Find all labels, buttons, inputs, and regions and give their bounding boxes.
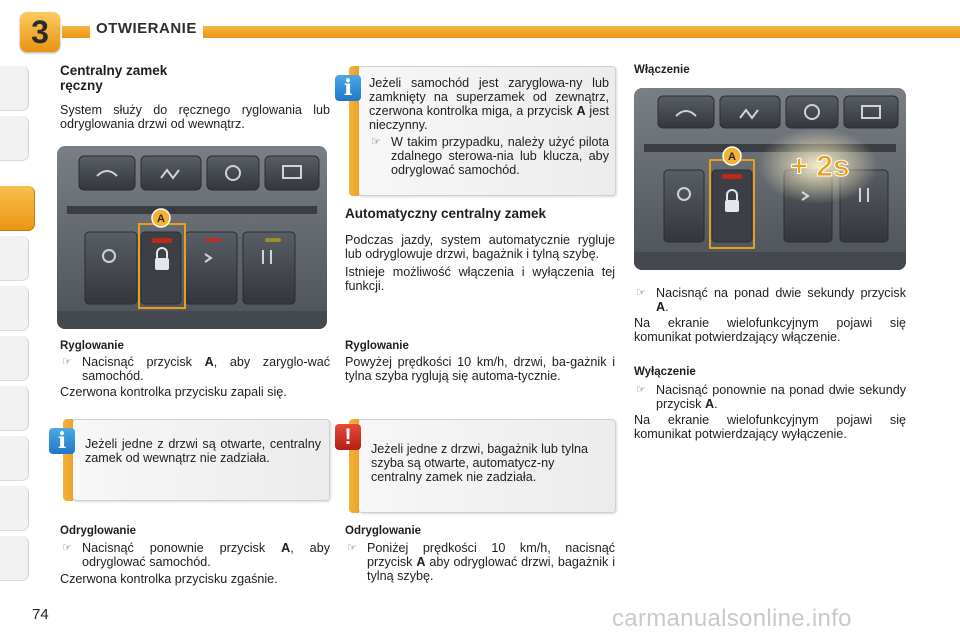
- disable-block: [634, 365, 906, 441]
- button-a-key: A: [704, 397, 715, 411]
- disable-bullet: [634, 383, 906, 411]
- section-heading-line1: Centralny zamek: [60, 63, 168, 78]
- chapter-tab-10[interactable]: [0, 536, 29, 581]
- unlocking-bullet: [60, 541, 330, 569]
- warning-icon: !: [335, 424, 361, 450]
- pointing-finger-icon: ☞: [636, 384, 646, 396]
- hold-2s-overlay: + 2s: [790, 150, 850, 183]
- switch-panel-illustration: [634, 88, 906, 270]
- auto-lock-section: [345, 206, 615, 293]
- unlocking-bullet: [345, 541, 615, 583]
- button-a-callout: A: [157, 213, 165, 225]
- info-icon: i: [335, 75, 361, 101]
- locking-result: Czerwona kontrolka przycisku zapali się.: [60, 385, 287, 399]
- page-number: 74: [32, 606, 49, 623]
- chapter-tab-2[interactable]: [0, 116, 29, 161]
- info-note-text: Jeżeli samochód jest zaryglowa-ny lub zamknięty na superzamek od zewnątrz, czerwona kontrolka miga, a przycisk: [369, 76, 609, 118]
- chapter-tab-9[interactable]: [0, 486, 29, 531]
- section-heading-line2: ręczny: [60, 78, 103, 93]
- auto-unlocking-block: [345, 524, 615, 583]
- warning-note-doors-open: [344, 419, 616, 513]
- section-intro: System służy do ręcznego ryglowania lub odryglowania drzwi od wewnątrz.: [60, 103, 330, 131]
- info-note-text: Jeżeli jedne z drzwi są otwarte, centralny zamek od wewnątrz nie zadziała.: [85, 437, 321, 465]
- disable-bullet-text: Nacisnąć ponownie na ponad dwie sekundy przycisk: [656, 383, 906, 411]
- chapter-tab-strip: [0, 0, 30, 640]
- disable-result: Na ekranie wielofunkcyjnym pojawi się komunikat potwierdzający wyłączenie.: [634, 413, 906, 441]
- locking-text: Powyżej prędkości 10 km/h, drzwi, ba-gażnik i tylna szyba ryglują się automa-tycznie.: [345, 355, 615, 383]
- enable-block-heading: [634, 63, 906, 77]
- warning-note-text: Jeżeli jedne z drzwi, bagażnik lub tylna szyba są otwarte, automatycz-ny centralny zamek nie zadziała.: [371, 442, 589, 484]
- manual-locking-block: [60, 339, 330, 399]
- info-note-body: [369, 76, 609, 177]
- chapter-tab-1[interactable]: [0, 66, 29, 111]
- watermark: carmanualsonline.info: [612, 605, 852, 632]
- unlocking-result: Czerwona kontrolka przycisku zgaśnie.: [60, 572, 278, 586]
- switch-panel-figure: [57, 146, 327, 329]
- locking-heading: Ryglowanie: [60, 340, 124, 352]
- info-note-text-end: jest nieczynny.: [369, 104, 609, 132]
- enable-result: Na ekranie wielofunkcyjnym pojawi się komunikat potwierdzający włączenie.: [634, 316, 906, 344]
- unlocking-heading: Odryglowanie: [60, 525, 137, 537]
- enable-block: [634, 286, 906, 344]
- chapter-tab-8[interactable]: [0, 436, 29, 481]
- switch-panel-illustration: [57, 146, 327, 329]
- button-a-callout: A: [728, 151, 736, 163]
- button-a-key: A: [281, 541, 291, 555]
- enable-bullet: [634, 286, 906, 314]
- info-icon: i: [49, 428, 75, 454]
- page-title: OTWIERANIE: [90, 18, 203, 40]
- locking-bullet-text-end: , aby zaryglo-wać samochód.: [82, 355, 330, 383]
- unlocking-heading: Odryglowanie: [345, 525, 422, 537]
- disable-bullet-text-end: .: [714, 397, 718, 411]
- unlocking-bullet-text-end: aby odryglować drzwi, bagażnik i tylną szybę.: [367, 555, 615, 583]
- unlocking-bullet-text: Poniżej prędkości 10 km/h, nacisnąć przycisk: [367, 541, 615, 569]
- enable-bullet-text: Nacisnąć na ponad dwie sekundy przycisk: [656, 286, 906, 300]
- chapter-tab-4[interactable]: [0, 236, 29, 281]
- pointing-finger-icon: ☞: [636, 287, 646, 299]
- section-heading: Automatyczny centralny zamek: [345, 206, 547, 221]
- manual-unlocking-block: [60, 524, 330, 586]
- info-note-bullet: [369, 135, 609, 177]
- manual-lock-section: [60, 63, 330, 131]
- unlocking-bullet-text-end: , aby odryglować samochód.: [82, 541, 330, 569]
- auto-locking-block: [345, 339, 615, 383]
- unlocking-bullet-text: Nacisnąć ponownie przycisk: [82, 541, 282, 555]
- button-a-key: A: [576, 104, 586, 118]
- chapter-tab-5[interactable]: [0, 286, 29, 331]
- chapter-tab-7[interactable]: [0, 386, 29, 431]
- button-a-key: A: [204, 355, 214, 369]
- locking-bullet: [60, 355, 330, 383]
- chapter-tab-6[interactable]: [0, 336, 29, 381]
- button-a-key: A: [656, 300, 666, 314]
- pointing-finger-icon: ☞: [371, 136, 381, 148]
- info-note-bullet-text: W takim przypadku, należy użyć pilota zdalnego sterowa-nia lub klucza, aby odryglować samochód.: [391, 135, 609, 177]
- info-note-doors-open: [57, 419, 330, 501]
- chapter-tab-3-active[interactable]: [0, 186, 35, 231]
- pointing-finger-icon: ☞: [62, 542, 72, 554]
- enable-heading: Włączenie: [634, 64, 690, 76]
- locking-heading: Ryglowanie: [345, 340, 409, 352]
- section-intro: Podczas jazdy, system automatycznie rygluje lub odryglowuje drzwi, bagażnik i tylną szybę.: [345, 233, 615, 261]
- button-a-key: A: [416, 555, 426, 569]
- section-intro-2: Istnieje możliwość włączenia i wyłączenia tej funkcji.: [345, 265, 615, 293]
- info-note-superlock: [343, 66, 616, 196]
- pointing-finger-icon: ☞: [347, 542, 357, 554]
- disable-heading: Wyłączenie: [634, 366, 696, 378]
- enable-bullet-text-end: .: [665, 300, 669, 314]
- locking-bullet-text: Nacisnąć przycisk: [82, 355, 205, 369]
- switch-panel-figure-enable: [634, 88, 906, 270]
- section-heading: [60, 63, 330, 93]
- info-note-paragraph: [369, 76, 609, 132]
- chapter-number-badge: 3: [20, 12, 60, 52]
- pointing-finger-icon: ☞: [62, 356, 72, 368]
